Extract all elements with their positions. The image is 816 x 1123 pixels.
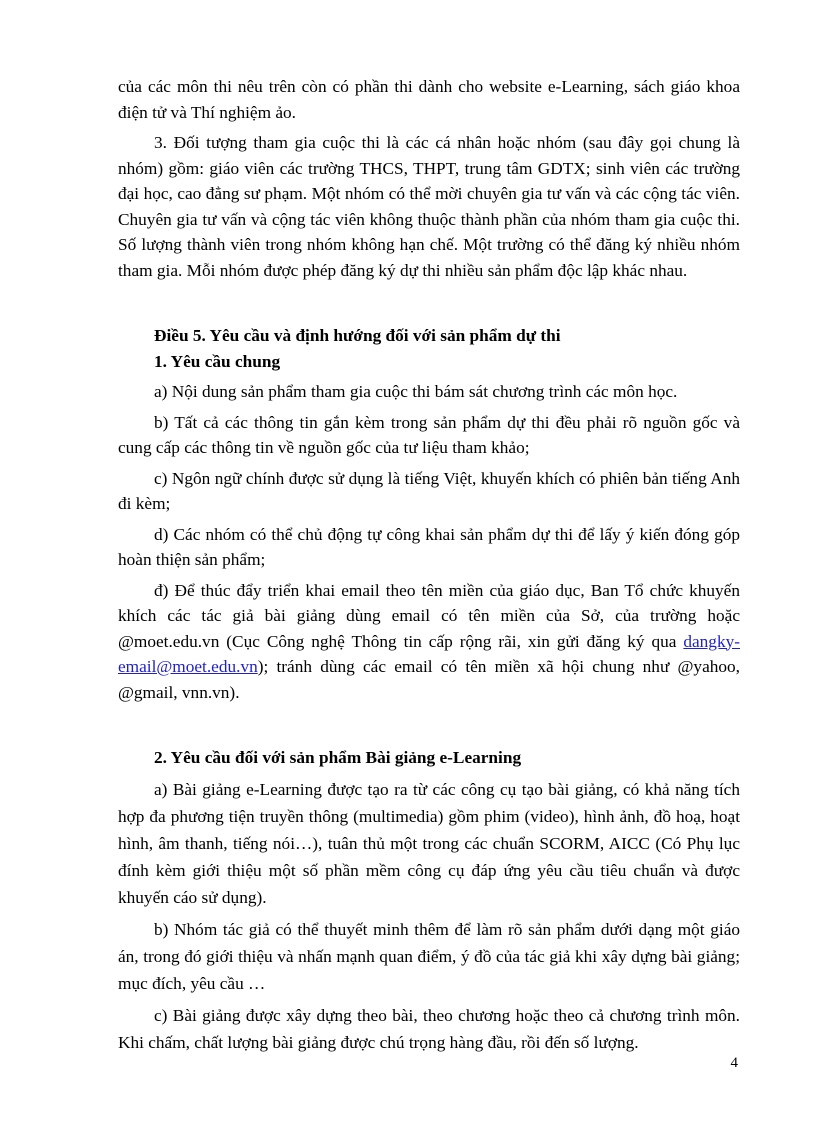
item-dd-text-after: ); tránh dùng các email có tên miền xã hội chung như @yahoo, @gmail, vnn.vn). — [118, 657, 740, 702]
section-1-heading: 1. Yêu cầu chung — [154, 351, 281, 371]
continuation-paragraph: của các môn thi nêu trên còn có phần thi dành cho website e-Learning, sách giáo khoa điện tử và Thí nghiệm ảo. — [118, 77, 740, 122]
section-1-item-c: c) Ngôn ngữ chính được sử dụng là tiếng Việt, khuyến khích có phiên bản tiếng Anh đi kèm; — [118, 468, 740, 513]
section-2-item-a: a) Bài giảng e-Learning được tạo ra từ các công cụ tạo bài giảng, có khả năng tích hợp đa phương tiện truyền thông (multimedia) gồm phim (video), hình ảnh, đồ hoạ, hoạt hình, âm thanh, tiếng nói…), tuân thủ một trong các chuẩn SCORM, AICC (Có Phụ lục đính kèm giới thiệu một số phần mềm công cụ đáp ứng yêu cầu tiêu chuẩn và được khuyến cáo sử dụng). — [118, 779, 740, 907]
article-5-heading: Điều 5. Yêu cầu và định hướng đối với sản phẩm dự thi — [154, 326, 561, 345]
section-1-item-a: a) Nội dung sản phẩm tham gia cuộc thi bám sát chương trình các môn học. — [154, 382, 678, 401]
page-number: 4 — [730, 1055, 738, 1071]
page-content — [118, 74, 740, 1056]
section-1-item-b: b) Tất cả các thông tin gắn kèm trong sản phẩm dự thi đều phải rõ nguồn gốc và cung cấp các thông tin về nguồn gốc của tư liệu tham khảo; — [118, 412, 740, 457]
section-2-heading: 2. Yêu cầu đối với sản phẩm Bài giảng e-Learning — [154, 748, 522, 767]
section-2-item-b: b) Nhóm tác giả có thể thuyết minh thêm để làm rõ sản phẩm dưới dạng một giáo án, trong đó giới thiệu và nhấn mạnh quan điểm, ý đồ của tác giả khi xây dựng bài giảng; mục đích, yêu cầu … — [118, 919, 740, 993]
item-dd-text-before: đ) Để thúc đẩy triển khai email theo tên miền của giáo dục, Ban Tổ chức khuyến khích các tác giả bài giảng dùng email có tên miền của Sở, của trường hoặc @moet.edu.vn (Cục Công nghệ Thông tin cấp rộng rãi, xin gửi đăng ký qua — [118, 580, 740, 651]
registration-email-link[interactable]: dangky-email@moet.edu.vn — [118, 631, 740, 676]
section-1-item-dd — [118, 578, 740, 706]
item-3-paragraph: 3. Đối tượng tham gia cuộc thi là các cá nhân hoặc nhóm (sau đây gọi chung là nhóm) gồm: giáo viên các trường THCS, THPT, trung tâm GDTX; sinh viên các trường đại học, cao đẳng sư phạm. Một nhóm có thể mời chuyên gia tư vấn và các cộng tác viên. Chuyên gia tư vấn và cộng tác viên không thuộc thành phần của nhóm tham gia cuộc thi. Số lượng thành viên trong nhóm không hạn chế. Một trường có thể đăng ký nhiều nhóm tham gia. Mỗi nhóm được phép đăng ký dự thi nhiều sản phẩm độc lập khác nhau. — [118, 133, 740, 280]
section-2-item-c: c) Bài giảng được xây dựng theo bài, theo chương hoặc theo cả chương trình môn. Khi chấm, chất lượng bài giảng được chú trọng hàng đầu, rồi đến số lượng. — [118, 1005, 740, 1052]
section-1-item-d: d) Các nhóm có thể chủ động tự công khai sản phẩm dự thi để lấy ý kiến đóng góp hoàn thiện sản phẩm; — [118, 524, 740, 569]
